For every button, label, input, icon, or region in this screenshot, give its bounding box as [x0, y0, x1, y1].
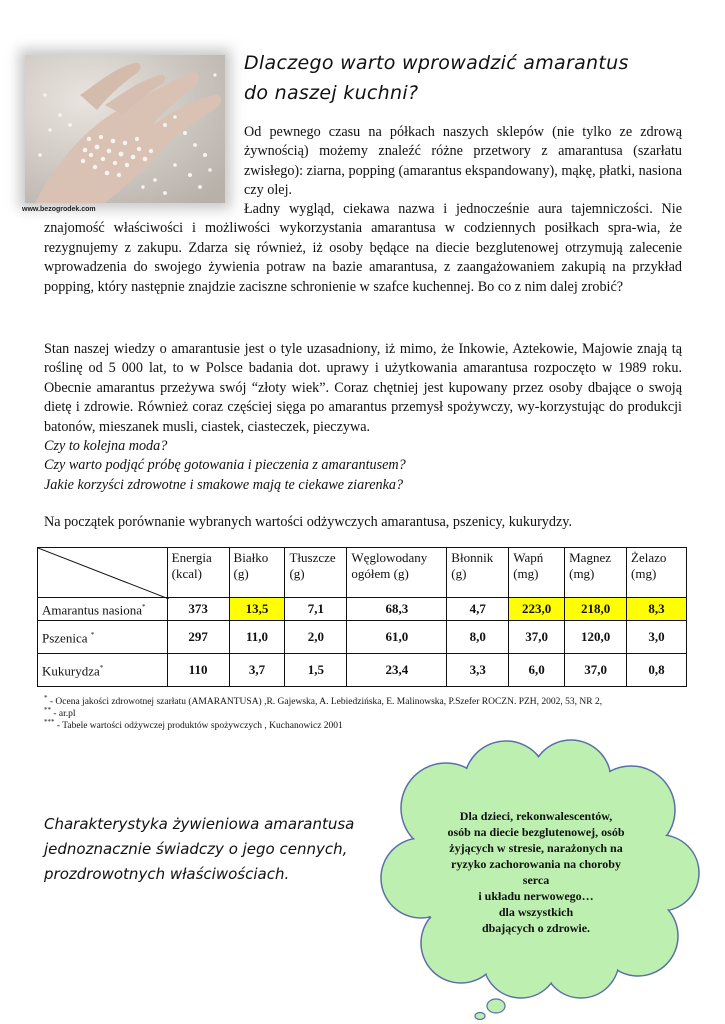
question-3: Jakie korzyści zdrowotne i smakowe mają te ciekawe ziarenka?: [44, 476, 404, 493]
header-iron: Żelazo (mg): [627, 548, 687, 598]
title-line-2: do naszej kuchni?: [244, 82, 419, 104]
table-cell: 1,5: [285, 653, 347, 686]
table-cell: 3,3: [447, 653, 509, 686]
footnote-1: * - Ocena jakości zdrowotnej szarłatu (AMARANTUSA) ,R. Gajewska, A. Lebiedzińska, E. Malinowska, P.Szefer ROCZN. PZH, 2002, 53, NR 2,: [44, 694, 603, 708]
table-cell: 120,0: [565, 620, 627, 653]
amaranth-hand-illustration: [25, 55, 225, 203]
caption-line-3: prozdrowotnych właściwościach.: [44, 865, 290, 883]
footnote-3: *** - Tabele wartości odżywczej produktów spożywczych , Kuchanowicz 2001: [44, 718, 343, 732]
table-cell: 4,7: [447, 598, 509, 621]
caption-line-1: Charakterystyka żywieniowa amarantusa: [44, 815, 355, 833]
table-cell-highlighted: 218,0: [565, 598, 627, 621]
header-magnesium: Magnez (mg): [565, 548, 627, 598]
cloud-line: osób na diecie bezglutenowej, osób: [447, 825, 625, 839]
cloud-line: żyjących w stresie, narażonych na: [449, 841, 623, 855]
table-row: [38, 598, 687, 621]
footnote-2: ** - ar.pl: [44, 706, 76, 720]
page-title: [244, 48, 684, 108]
title-line-1: Dlaczego warto wprowadzić amarantus: [244, 52, 629, 74]
table-cell: 23,4: [347, 653, 447, 686]
table-cell: 61,0: [347, 620, 447, 653]
cloud-text: [432, 808, 640, 936]
history-paragraph: [44, 340, 682, 495]
row-label: Kukurydza*: [38, 653, 168, 686]
image-credit: www.bezogrodek.com: [22, 206, 96, 213]
table-corner-cell: [38, 548, 168, 598]
intro-paragraph-continued: [44, 200, 682, 297]
cloud-line: dbających o zdrowie.: [481, 921, 591, 935]
row-label: Pszenica *: [38, 620, 168, 653]
table-cell-highlighted: 223,0: [509, 598, 565, 621]
table-row: [38, 653, 687, 686]
caption-line-2: jednoznacznie świadczy o jego cennych,: [44, 840, 348, 858]
cloud-line: serca: [522, 873, 550, 887]
intro-continued-text: Ładny wygląd, ciekawa nazwa i jednocześnie aura tajemniczości. Nie znajomość właściwości i możliwości wykorzystania amarantusa w codziennych posiłkach spra-wia, że rezygnujemy z zakupu. Zdarza się również, iż osoby będące na diecie bezglutenowej otrzymują zalecenie wprowadzenia do swojego żywienia potraw na bazie amarantusa, z zaangażowaniem zakupią na przykład popping, który następnie znajdzie zaciszne schronienie w szafce kuchennej. Bo co z nim dalej zrobić?: [44, 201, 682, 295]
header-calcium: Wapń (mg): [509, 548, 565, 598]
table-cell: 110: [167, 653, 229, 686]
table-cell: 2,0: [285, 620, 347, 653]
nutrition-table: [37, 547, 687, 687]
header-protein: Białko (g): [229, 548, 285, 598]
intro-paragraph: Od pewnego czasu na półkach naszych sklepów (nie tylko ze zdrową żywnością) możemy znaleźć różne przetwory z amarantusa (szarłatu zwisłego): ziarna, popping (amarantus ekspandowany), mąkę, płatki, nasiona czy olej.: [244, 124, 682, 199]
table-cell: 8,0: [447, 620, 509, 653]
table-cell: 297: [167, 620, 229, 653]
table-cell: 3,7: [229, 653, 285, 686]
cloud-line: i układu nerwowego…: [478, 889, 594, 903]
table-row: [38, 620, 687, 653]
cloud-line: Dla dzieci, rekonwalescentów,: [459, 809, 613, 823]
header-carbs: Węglowodany ogółem (g): [347, 548, 447, 598]
question-2: Czy warto podjąć próbę gotowania i pieczenia z amarantusem?: [44, 457, 406, 474]
diagonal-divider: [38, 548, 169, 599]
table-cell-highlighted: 13,5: [229, 598, 285, 621]
table-cell: 7,1: [285, 598, 347, 621]
header-energy: Energia (kcal): [167, 548, 229, 598]
table-cell: 68,3: [347, 598, 447, 621]
row-label: Amarantus nasiona*: [38, 598, 168, 621]
table-cell: 37,0: [565, 653, 627, 686]
cloud-bubble-small: [475, 1013, 485, 1020]
question-1: Czy to kolejna moda?: [44, 438, 168, 455]
header-fiber: Błonnik (g): [447, 548, 509, 598]
cloud-bubble-large: [487, 999, 505, 1013]
cloud-line: dla wszystkich: [498, 905, 574, 919]
cloud-line: ryzyko zachorowania na choroby: [451, 857, 621, 871]
table-cell: 0,8: [627, 653, 687, 686]
table-cell-highlighted: 8,3: [627, 598, 687, 621]
table-cell: 6,0: [509, 653, 565, 686]
hero-image: [25, 55, 225, 203]
table-cell: 37,0: [509, 620, 565, 653]
table-cell: 3,0: [627, 620, 687, 653]
table-cell: 11,0: [229, 620, 285, 653]
table-cell: 373: [167, 598, 229, 621]
table-header-row: [38, 548, 687, 598]
header-fat: Tłuszcze (g): [285, 548, 347, 598]
summary-caption: [44, 812, 384, 887]
table-intro: Na początek porównanie wybranych wartości odżywczych amarantusa, pszenicy, kukurydzy.: [44, 514, 573, 530]
history-text: Stan naszej wiedzy o amarantusie jest o tyle uzasadniony, iż mimo, że Inkowie, Aztekowie, Majowie znają tą roślinę od 5 000 lat, to w Polsce badania dot. uprawy i użytkowania amarantusa rozpoczęto w 1989 roku. Obecnie amarantus przeżywa swój “złoty wiek”. Coraz chętniej jest kupowany przez osoby dbające o swoją dietę i zdrowie. Również coraz częściej sięga po amarantus przemysł spożywczy, wy-korzystując do produkcji batonów, mieszanek musli, ciastek, ciasteczek, pieczywa.: [44, 341, 682, 435]
